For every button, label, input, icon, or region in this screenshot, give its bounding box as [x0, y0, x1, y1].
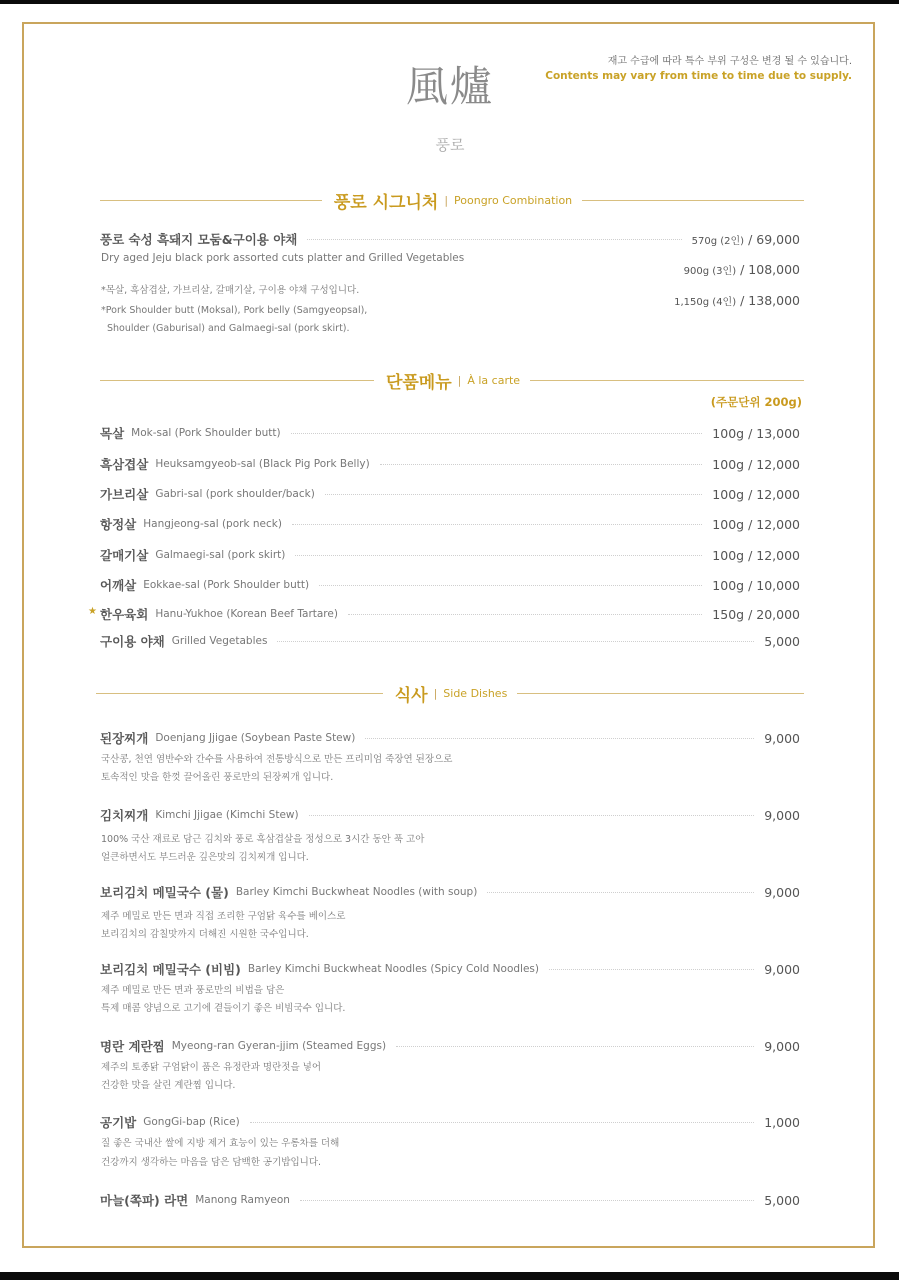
item-name-en: Manong Ramyeon	[195, 1194, 290, 1206]
item-price: 1,000	[764, 1114, 800, 1130]
item-name-en: Doenjang Jjigae (Soybean Paste Stew)	[155, 732, 356, 744]
list-item	[100, 729, 800, 747]
item-price: 100g / 12,000	[712, 456, 800, 472]
list-item	[100, 605, 800, 623]
item-name-en: Gabri-sal (pork shoulder/back)	[155, 488, 315, 500]
bottom-edge	[0, 1272, 899, 1280]
leader-dots	[325, 493, 702, 495]
item-price: 5,000	[764, 633, 800, 649]
list-item	[100, 960, 800, 978]
item-name-en: Grilled Vegetables	[171, 635, 268, 647]
leader-dots	[277, 640, 754, 642]
signature-note-en-2: Shoulder (Gaburisal) and Galmaegi-sal (pork skirt).	[107, 323, 350, 334]
item-description: 제주 메밀로 만든 면과 풍로만의 비법을 담은	[101, 985, 285, 996]
list-item	[100, 632, 800, 650]
leader-dots	[300, 1199, 754, 1201]
item-name-en: Galmaegi-sal (pork skirt)	[155, 549, 286, 561]
item-name-en: Heuksamgyeob-sal (Black Pig Pork Belly)	[155, 458, 370, 470]
item-name-ko: 공기밥	[100, 1115, 137, 1130]
item-name-en: Kimchi Jjigae (Kimchi Stew)	[155, 809, 299, 821]
title-separator: |	[444, 194, 449, 207]
signature-note-ko: *목살, 흑삼겹살, 가브리살, 갈매기살, 구이용 야채 구성입니다.	[101, 285, 360, 296]
price-value: / 138,000	[740, 293, 800, 308]
section-title-en: Poongro Combination	[454, 194, 573, 207]
item-name-ko: 김치찌개	[100, 808, 149, 823]
item-name-ko: 풍로 숙성 흑돼지 모둠&구이용 야채	[100, 232, 298, 247]
item-price: 9,000	[764, 884, 800, 900]
list-item	[100, 485, 800, 503]
item-name-ko: 흑삼겹살	[100, 457, 149, 472]
section-title-en: Side Dishes	[443, 687, 508, 700]
item-name-en: Myeong-ran Gyeran-jjim (Steamed Eggs)	[171, 1040, 387, 1052]
list-item	[100, 576, 800, 594]
divider-line	[530, 380, 804, 381]
section-title-ko: 단품메뉴	[385, 373, 452, 393]
price-size: 1,150g (4인)	[674, 297, 737, 308]
signature-item	[100, 230, 800, 248]
section-signature-title	[100, 188, 804, 213]
top-edge	[0, 0, 899, 4]
divider-line	[100, 380, 374, 381]
item-price: 100g / 13,000	[712, 425, 800, 441]
item-description: 건강까지 생각하는 마음을 담은 담백한 공기밥입니다.	[101, 1157, 322, 1168]
leader-dots	[380, 463, 703, 465]
item-name-ko: 한우육회	[100, 607, 149, 622]
divider-line	[100, 200, 322, 201]
item-name-ko: 보리김치 메밀국수 (비빔)	[100, 962, 241, 977]
item-name-ko: 어깨살	[100, 578, 137, 593]
item-price: 9,000	[764, 730, 800, 746]
supply-notice-en: Contents may vary from time to time due to supply.	[545, 70, 852, 82]
leader-dots	[292, 523, 702, 525]
leader-dots	[487, 891, 754, 893]
item-description: 특제 매콤 양념으로 고기에 곁들이기 좋은 비빔국수 입니다.	[101, 1003, 346, 1014]
leader-dots	[291, 432, 703, 434]
item-price: 100g / 12,000	[712, 486, 800, 502]
order-unit-note: (주문단위 200g)	[710, 395, 802, 409]
signature-item-en: Dry aged Jeju black pork assorted cuts platter and Grilled Vegetables	[101, 252, 465, 264]
list-item	[100, 883, 800, 901]
item-name-ko: 된장찌개	[100, 731, 149, 746]
signature-price-row	[640, 293, 800, 308]
price-value: / 69,000	[748, 231, 800, 247]
price-size: 570g (2인)	[691, 235, 745, 247]
leader-dots	[250, 1121, 755, 1123]
price-size: 900g (3인)	[683, 266, 737, 277]
leader-dots	[365, 737, 754, 739]
item-name-ko: 마늘(쪽파) 라면	[100, 1193, 189, 1208]
item-description: 제주 메밀로 만든 면과 직접 조리한 구엄닭 육수를 베이스로	[101, 911, 346, 922]
list-item	[100, 806, 800, 824]
item-price: 5,000	[764, 1192, 800, 1208]
item-price: 9,000	[764, 961, 800, 977]
item-price: 100g / 12,000	[712, 516, 800, 532]
item-description: 제주의 토종닭 구엄닭이 품은 유정란과 명란젓을 넣어	[101, 1062, 322, 1073]
title-separator: |	[457, 374, 462, 387]
list-item	[100, 546, 800, 564]
leader-dots	[307, 238, 681, 240]
item-name-en: Barley Kimchi Buckwheat Noodles (Spicy Cold Noodles)	[247, 963, 539, 975]
price-value: / 108,000	[740, 262, 800, 277]
item-name-en: Mok-sal (Pork Shoulder butt)	[131, 427, 281, 439]
title-separator: |	[433, 687, 438, 700]
section-title-ko: 식사	[394, 686, 428, 706]
list-item	[100, 1113, 800, 1131]
leader-dots	[348, 613, 702, 615]
item-description: 질 좋은 국내산 쌀에 지방 제거 효능이 있는 우롱차를 더해	[101, 1138, 340, 1149]
star-icon: ★	[88, 606, 97, 617]
list-item	[100, 455, 800, 473]
item-description: 100% 국산 재료로 담근 김치와 풍로 흑삼겹살을 정성으로 3시간 동안 푹 고아	[101, 834, 425, 845]
item-name-ko: 가브리살	[100, 487, 149, 502]
section-title-ko: 풍로 시그니처	[333, 193, 439, 213]
item-price: 9,000	[764, 1038, 800, 1054]
item-price: 150g / 20,000	[712, 606, 800, 622]
leader-dots	[309, 814, 755, 816]
item-price	[692, 232, 800, 247]
item-name-ko: 목살	[100, 426, 125, 441]
item-name-ko: 명란 계란찜	[100, 1039, 165, 1054]
item-description: 토속적인 맛을 한껏 끌어올린 풍로만의 된장찌개 입니다.	[101, 772, 334, 783]
item-description: 국산콩, 천연 염반수와 간수를 사용하여 전통방식으로 만든 프리미엄 죽장연 된장으로	[101, 754, 453, 765]
item-name-en: Eokkae-sal (Pork Shoulder butt)	[143, 579, 310, 591]
leader-dots	[319, 584, 702, 586]
item-name-en: Barley Kimchi Buckwheat Noodles (with soup)	[235, 886, 478, 898]
logo-hangul: 풍로	[435, 136, 465, 154]
list-item	[100, 515, 800, 533]
item-name-ko: 구이용 야채	[100, 634, 165, 649]
item-price: 100g / 10,000	[712, 577, 800, 593]
item-description: 보리김치의 감칠맛까지 더해진 시원한 국수입니다.	[101, 929, 309, 940]
logo-hanja: 風爐	[405, 62, 494, 111]
leader-dots	[396, 1045, 754, 1047]
item-description: 건강한 맛을 살린 계란찜 입니다.	[101, 1080, 236, 1091]
list-item	[100, 424, 800, 442]
item-description: 얼큰하면서도 부드러운 깊은맛의 김치찌개 입니다.	[101, 852, 309, 863]
signature-note-en-1: *Pork Shoulder butt (Moksal), Pork belly (Samgyeopsal),	[101, 305, 368, 316]
signature-price-row	[660, 262, 800, 277]
item-name-en: Hanu-Yukhoe (Korean Beef Tartare)	[155, 608, 338, 620]
item-name-en: Hangjeong-sal (pork neck)	[143, 518, 282, 530]
divider-line	[517, 693, 804, 694]
item-name-ko: 보리김치 메밀국수 (물)	[100, 885, 229, 900]
item-price: 100g / 12,000	[712, 547, 800, 563]
list-item	[100, 1037, 800, 1055]
section-title-en: À la carte	[467, 374, 521, 387]
item-name-ko: 항정살	[100, 517, 137, 532]
leader-dots	[549, 968, 754, 970]
list-item	[100, 1191, 800, 1209]
divider-line	[582, 200, 804, 201]
section-sides-title	[96, 681, 804, 706]
item-name-ko: 갈매기살	[100, 548, 149, 563]
leader-dots	[295, 554, 702, 556]
section-alacarte-title	[100, 368, 804, 393]
supply-notice-ko: 재고 수급에 따라 특수 부위 구성은 변경 될 수 있습니다.	[607, 56, 852, 67]
divider-line	[96, 693, 383, 694]
item-name-en: GongGi-bap (Rice)	[143, 1116, 240, 1128]
item-price: 9,000	[764, 807, 800, 823]
